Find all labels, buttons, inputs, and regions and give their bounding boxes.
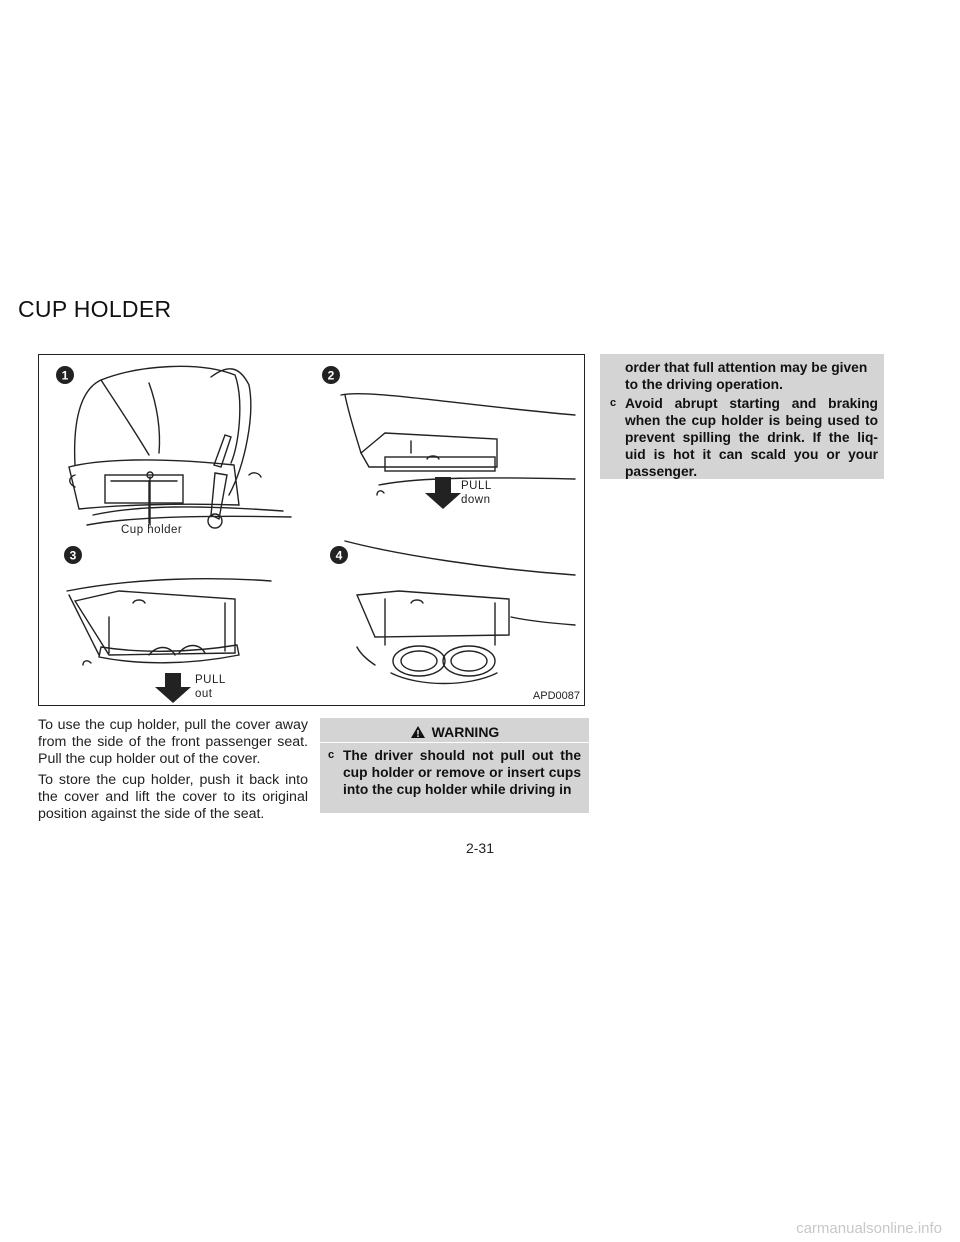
warning-item-1-text: The driver should not pull out the cup holder or remove or insert cups into the cup holder while driving in <box>343 748 581 797</box>
step-1-number: 1 <box>61 368 69 383</box>
pull-down-arrow-icon <box>425 477 461 509</box>
storage-paragraph: To store the cup holder, push it back into the cover and lift the cover to its original position against the side of the seat. <box>38 772 308 822</box>
warning-bullet-1: c <box>328 749 335 761</box>
panel-3-holder-out-illustration <box>67 579 271 665</box>
warning-heading <box>328 722 581 742</box>
cup-holder-figure <box>38 354 585 706</box>
warning-item-1-continued: order that full attention may be given to the driving operation. <box>625 360 868 392</box>
panel-1-seat-illustration <box>69 366 291 528</box>
step-2-number: 2 <box>327 368 335 383</box>
pull-down-label-1: PULL <box>461 480 492 492</box>
footer-url[interactable]: carmanualsonline.info <box>796 1220 942 1237</box>
cup-holder-illustration <box>39 355 583 704</box>
warning-heading-text: WARNING <box>431 724 500 740</box>
page-number: 2-31 <box>465 840 495 856</box>
warning-continuation-box <box>600 354 884 479</box>
usage-paragraph: To use the cup holder, pull the cover away from the side of the front passenger seat. Pull the cup holder out of the cover. <box>38 717 308 767</box>
pull-out-arrow-icon <box>155 673 191 703</box>
cup-holder-label: Cup holder <box>121 524 183 536</box>
figure-code: APD0087 <box>532 690 580 702</box>
step-markers <box>56 366 348 564</box>
warning-item-2 <box>610 395 878 480</box>
warning-item-1 <box>328 747 581 798</box>
pull-out-label-1: PULL <box>195 674 226 686</box>
panel-2-cover-down-illustration <box>341 394 575 495</box>
warning-item-2-text: Avoid abrupt starting and braking when the cup holder is being used to prevent spilling the drink. If the liq- uid is hot it can scald you or your passenger. <box>625 396 878 479</box>
warning-divider <box>320 742 589 743</box>
step-4-number: 4 <box>335 548 343 563</box>
panel-4-holder-open-illustration <box>345 541 575 684</box>
pull-down-label-2: down <box>461 494 491 506</box>
warning-box <box>320 718 589 813</box>
warning-bullet-2: c <box>610 397 617 409</box>
section-title: CUP HOLDER <box>18 296 172 322</box>
step-3-number: 3 <box>69 548 77 563</box>
pull-out-label-2: out <box>195 688 213 700</box>
warning-triangle-icon <box>410 725 426 739</box>
